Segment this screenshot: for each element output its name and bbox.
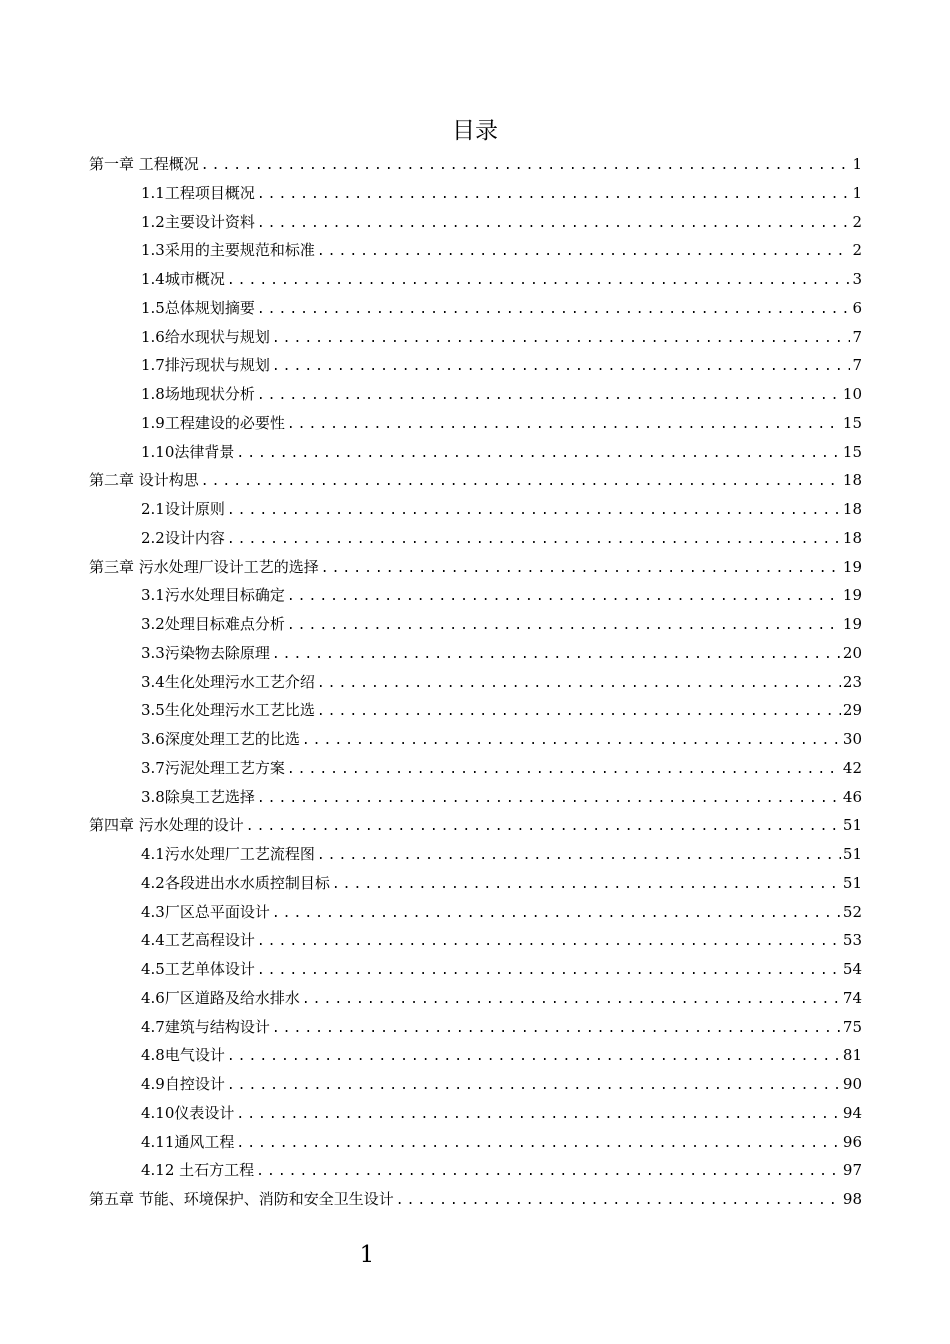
- dot-leader: [287, 411, 841, 440]
- toc-entry-title: 2.2设计内容: [141, 528, 225, 547]
- toc-entry-title: 4.4工艺高程设计: [141, 931, 255, 950]
- toc-entry-title: 4.2各段进出水水质控制目标: [141, 873, 330, 892]
- toc-entry-title: 4.3厂区总平面设计: [141, 902, 270, 921]
- toc-entry-title: 3.4生化处理污水工艺介绍: [141, 672, 315, 691]
- toc-section-entry[interactable]: [89, 294, 862, 323]
- toc-section-entry[interactable]: [89, 610, 862, 639]
- toc-entry-page-number: 75: [842, 1017, 862, 1036]
- toc-section-entry[interactable]: [89, 926, 862, 955]
- toc-entry-title: 4.7建筑与结构设计: [141, 1017, 270, 1036]
- toc-entry-title: 1.5总体规划摘要: [141, 298, 255, 317]
- toc-section-entry[interactable]: [89, 524, 862, 553]
- toc-entry-title: 4.9自控设计: [141, 1075, 225, 1093]
- toc-entry-page-number: 2: [852, 241, 862, 260]
- toc-entry-title: 4.6厂区道路及给水排水: [141, 988, 300, 1007]
- dot-leader: [272, 353, 851, 382]
- toc-entry-page-number: 96: [842, 1132, 862, 1151]
- toc-section-entry[interactable]: [89, 208, 862, 237]
- toc-entry-page-number: 2: [852, 212, 862, 231]
- toc-entry-title: 4.1污水处理厂工艺流程图: [141, 845, 315, 863]
- toc-entry-title: 3.8除臭工艺选择: [141, 787, 255, 806]
- toc-section-entry[interactable]: [89, 898, 862, 927]
- dot-leader: [236, 1130, 841, 1159]
- dot-leader: [257, 382, 841, 411]
- toc-entry-title: 4.12 土石方工程: [141, 1161, 255, 1180]
- toc-entry-page-number: 97: [842, 1161, 862, 1180]
- dot-leader: [302, 727, 841, 756]
- dot-leader: [227, 267, 851, 296]
- toc-entry-title: 1.1工程项目概况: [141, 183, 255, 202]
- toc-entry-page-number: 94: [842, 1103, 862, 1122]
- toc-entry-title: 3.2处理目标难点分析: [141, 615, 285, 633]
- toc-entry-page-number: 18: [842, 471, 862, 490]
- toc-section-entry[interactable]: [89, 955, 862, 984]
- toc-entry-title: 1.2主要设计资料: [141, 212, 255, 231]
- toc-entry-page-number: 15: [842, 442, 862, 461]
- toc-entry-title: 第一章 工程概况: [89, 155, 199, 173]
- toc-chapter-entry[interactable]: [89, 150, 862, 179]
- toc-entry-title: 2.1设计原则: [141, 500, 225, 518]
- dot-leader: [227, 1072, 841, 1101]
- toc-chapter-entry[interactable]: [89, 811, 862, 840]
- toc-entry-title: 1.6给水现状与规划: [141, 327, 270, 346]
- toc-entry-title: 4.5工艺单体设计: [141, 960, 255, 978]
- dot-leader: [317, 698, 841, 727]
- dot-leader: [287, 612, 841, 641]
- dot-leader: [287, 756, 841, 785]
- dot-leader: [256, 1158, 841, 1187]
- dot-leader: [257, 181, 851, 210]
- toc-entry-page-number: 23: [842, 672, 862, 691]
- toc-entry-page-number: 7: [852, 356, 862, 375]
- toc-entry-page-number: 19: [842, 557, 862, 576]
- toc-entry-page-number: 74: [842, 988, 862, 1007]
- toc-section-entry[interactable]: [89, 783, 862, 812]
- toc-section-entry[interactable]: [89, 869, 862, 898]
- toc-section-entry[interactable]: [89, 351, 862, 380]
- toc-entry-title: 1.7排污现状与规划: [141, 356, 270, 375]
- dot-leader: [201, 468, 841, 497]
- dot-leader: [302, 986, 841, 1015]
- dot-leader: [396, 1187, 841, 1216]
- toc-entry-page-number: 52: [842, 902, 862, 921]
- toc-section-entry[interactable]: [89, 323, 862, 352]
- toc-entry-title: 第三章 污水处理厂设计工艺的选择: [89, 557, 319, 576]
- toc-entry-title: 3.3污染物去除原理: [141, 643, 270, 662]
- toc-section-entry[interactable]: [89, 409, 862, 438]
- dot-leader: [317, 238, 851, 267]
- dot-leader: [257, 785, 841, 814]
- toc-section-entry[interactable]: [89, 984, 862, 1013]
- toc-section-entry[interactable]: [89, 1128, 862, 1157]
- dot-leader: [257, 928, 841, 957]
- toc-entry-title: 4.11通风工程: [141, 1132, 235, 1151]
- toc-section-entry[interactable]: [89, 1013, 862, 1042]
- dot-leader: [272, 641, 841, 670]
- toc-section-entry[interactable]: [89, 438, 862, 467]
- toc-chapter-entry[interactable]: [89, 466, 862, 495]
- toc-entry-page-number: 7: [852, 327, 862, 346]
- dot-leader: [201, 152, 851, 181]
- toc-chapter-entry[interactable]: [89, 1185, 862, 1214]
- toc-entry-page-number: 19: [842, 586, 862, 605]
- toc-entry-page-number: 3: [852, 270, 862, 288]
- toc-entry-title: 1.8场地现状分析: [141, 385, 255, 403]
- toc-entry-page-number: 98: [842, 1190, 862, 1208]
- toc-entry-title: 第四章 污水处理的设计: [89, 816, 244, 835]
- toc-entry-page-number: 81: [842, 1046, 862, 1065]
- toc-entry-page-number: 15: [842, 413, 862, 432]
- dot-leader: [321, 555, 841, 584]
- toc-entry-title: 3.5生化处理污水工艺比选: [141, 701, 315, 720]
- toc-entry-page-number: 6: [852, 298, 862, 317]
- toc-section-entry[interactable]: [89, 696, 862, 725]
- toc-entry-title: 4.8电气设计: [141, 1046, 225, 1065]
- toc-entry-page-number: 18: [842, 528, 862, 547]
- toc-entry-page-number: 10: [842, 385, 862, 403]
- toc-entry-page-number: 53: [842, 931, 862, 950]
- toc-section-entry[interactable]: [89, 725, 862, 754]
- toc-title: 目录: [452, 118, 498, 144]
- dot-leader: [246, 813, 841, 842]
- toc-section-entry[interactable]: [89, 1099, 862, 1128]
- toc-section-entry[interactable]: [89, 380, 862, 409]
- toc-entry-page-number: 54: [842, 960, 862, 978]
- page-number: 1: [359, 1242, 375, 1268]
- dot-leader: [236, 440, 841, 469]
- toc-section-entry[interactable]: [89, 581, 862, 610]
- toc-entry-page-number: 51: [842, 845, 862, 863]
- dot-leader: [257, 296, 851, 325]
- toc-entry-page-number: 20: [842, 643, 862, 662]
- dot-leader: [272, 325, 851, 354]
- toc-section-entry[interactable]: [89, 179, 862, 208]
- toc-entry-page-number: 90: [842, 1075, 862, 1093]
- dot-leader: [272, 1015, 841, 1044]
- toc-entry-page-number: 19: [842, 615, 862, 633]
- toc-section-entry[interactable]: [89, 1070, 862, 1099]
- dot-leader: [236, 1101, 841, 1130]
- dot-leader: [227, 497, 841, 526]
- table-of-contents: [89, 150, 862, 1214]
- toc-section-entry[interactable]: [89, 236, 862, 265]
- toc-entry-page-number: 46: [842, 787, 862, 806]
- toc-entry-page-number: 18: [842, 500, 862, 518]
- toc-entry-title: 1.3采用的主要规范和标准: [141, 241, 315, 260]
- toc-entry-page-number: 29: [842, 701, 862, 720]
- toc-entry-page-number: 42: [842, 758, 862, 777]
- dot-leader: [332, 871, 841, 900]
- dot-leader: [227, 526, 841, 555]
- toc-entry-page-number: 1: [852, 155, 862, 173]
- toc-entry-page-number: 1: [852, 183, 862, 202]
- toc-entry-title: 3.1污水处理目标确定: [141, 586, 285, 605]
- toc-section-entry[interactable]: [89, 639, 862, 668]
- toc-section-entry[interactable]: [89, 1041, 862, 1070]
- dot-leader: [317, 842, 841, 871]
- dot-leader: [287, 583, 841, 612]
- dot-leader: [257, 210, 851, 239]
- toc-entry-title: 1.9工程建设的必要性: [141, 413, 285, 432]
- toc-chapter-entry[interactable]: [89, 553, 862, 582]
- toc-entry-title: 第二章 设计构思: [89, 471, 199, 490]
- toc-section-entry[interactable]: [89, 668, 862, 697]
- toc-entry-page-number: 30: [842, 730, 862, 748]
- toc-entry-title: 1.10法律背景: [141, 442, 235, 461]
- toc-entry-title: 第五章 节能、环境保护、消防和安全卫生设计: [89, 1190, 394, 1208]
- dot-leader: [317, 670, 841, 699]
- toc-section-entry[interactable]: [89, 840, 862, 869]
- dot-leader: [257, 957, 841, 986]
- toc-entry-title: 3.6深度处理工艺的比选: [141, 730, 300, 748]
- toc-entry-title: 3.7污泥处理工艺方案: [141, 758, 285, 777]
- toc-entry-title: 4.10仪表设计: [141, 1103, 235, 1122]
- toc-section-entry[interactable]: [89, 265, 862, 294]
- toc-section-entry[interactable]: [89, 495, 862, 524]
- toc-entry-page-number: 51: [842, 816, 862, 835]
- dot-leader: [272, 900, 841, 929]
- dot-leader: [227, 1043, 841, 1072]
- toc-section-entry[interactable]: [89, 1156, 862, 1185]
- toc-entry-title: 1.4城市概况: [141, 270, 225, 288]
- toc-section-entry[interactable]: [89, 754, 862, 783]
- toc-entry-page-number: 51: [842, 873, 862, 892]
